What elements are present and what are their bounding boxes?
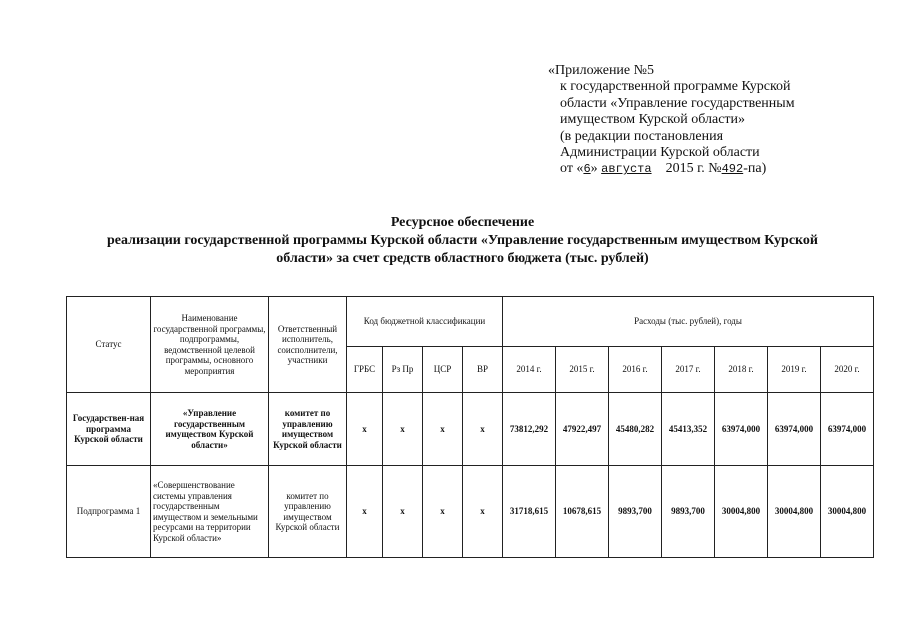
header-year: 2016 г. [609,347,662,393]
header-year: 2018 г. [715,347,768,393]
row-value: 63974,000 [821,393,874,466]
date-year: 2015 г. № [665,161,722,177]
row-name: «Совершенствование системы управления государственным имуществом и земельными ресурсами на территории Курской области» [151,466,269,558]
row-rzpr: х [383,466,423,558]
appendix-line: Администрации Курской области [560,145,760,161]
row-grbs: х [347,393,383,466]
header-expenses: Расходы (тыс. рублей), годы [503,297,874,347]
row-responsible: комитет по управлению имуществом Курской области [269,466,347,558]
header-name: Наименование государственной программы, подпрограммы, ведомственной целевой программы, основного мероприятия [151,297,269,393]
header-status: Статус [67,297,151,393]
header-year: 2020 г. [821,347,874,393]
header-year: 2014 г. [503,347,556,393]
row-grbs: х [347,466,383,558]
title-line: Ресурсное обеспечение [390,215,535,230]
row-value: 45413,352 [662,393,715,466]
row-name: «Управление государственным имуществом Курской области» [151,393,269,466]
header-year: 2015 г. [556,347,609,393]
appendix-header [548,63,878,178]
appendix-line: «Приложение №5 [548,63,654,78]
row-value: 9893,700 [609,466,662,558]
header-grbs: ГРБС [347,347,383,393]
header-year: 2017 г. [662,347,715,393]
document-number: 492 [721,162,744,177]
header-responsible: Ответственный исполнитель, соисполнители, участники [269,297,347,393]
row-value: 31718,615 [503,466,556,558]
title-line: реализации государственной программы Курской области «Управление государственным имуществом Курской [106,233,818,248]
row-value: 63974,000 [715,393,768,466]
table-row [67,393,874,466]
date-day: 6 [583,162,591,177]
appendix-line: имуществом Курской области» [560,112,746,128]
row-status: Подпрограмма 1 [67,466,151,558]
row-csr: х [423,466,463,558]
row-vr: х [463,466,503,558]
row-value: 10678,615 [556,466,609,558]
row-value: 9893,700 [662,466,715,558]
title-line: области» за счет средств областного бюджета (тыс. рублей) [276,251,649,266]
row-value: 47922,497 [556,393,609,466]
row-rzpr: х [383,393,423,466]
date-month: августа [601,162,652,177]
row-vr: х [463,393,503,466]
document-title [40,214,885,268]
date-suffix: -па) [743,161,767,177]
appendix-date-line [560,161,878,177]
header-budget-code: Код бюджетной классификации [347,297,503,347]
row-value: 30004,800 [715,466,768,558]
header-year: 2019 г. [768,347,821,393]
row-value: 30004,800 [768,466,821,558]
row-csr: х [423,393,463,466]
date-day-close: » [590,161,598,177]
row-value: 30004,800 [821,466,874,558]
appendix-line: к государственной программе Курской [560,79,791,95]
resource-table [66,296,874,558]
row-status: Государствен-ная программа Курской области [67,393,151,466]
header-vr: ВР [463,347,503,393]
header-rzpr: Рз Пр [383,347,423,393]
date-prefix: от « [560,161,584,177]
row-value: 45480,282 [609,393,662,466]
appendix-line: (в редакции постановления [560,128,724,144]
row-value: 63974,000 [768,393,821,466]
appendix-line: области «Управление государственным [560,95,795,111]
header-csr: ЦСР [423,347,463,393]
row-responsible: комитет по управлению имуществом Курской области [269,393,347,466]
table-row [67,466,874,558]
row-value: 73812,292 [503,393,556,466]
